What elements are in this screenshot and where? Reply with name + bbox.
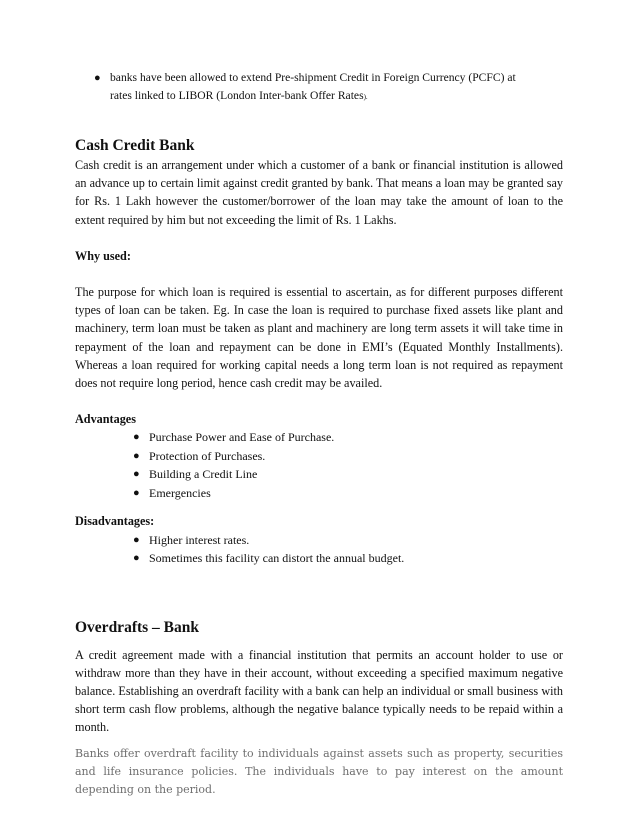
intro-bullet-tail: ). [363,93,368,101]
bullet-icon: ● [133,552,140,565]
intro-bullet [75,69,563,106]
list-item [75,484,563,503]
list-item [75,447,563,466]
advantage-text: Protection of Purchases. [149,448,266,463]
advantage-text: Building a Credit Line [149,467,258,482]
advantages-list [75,428,563,502]
document-page [75,64,563,799]
intro-bullet-line2-wrap [110,87,563,106]
why-used-paragraph: The purpose for which loan is required is essential to ascertain, as for different purposes different types of loan can be taken. Eg. In case the loan is required to purchase fixed assets like plant and machinery, term loan must be taken as plant and machinery are long term assets it will take time in repayment of the loan and repayment can be done in EMI’s (Equated Monthly Installments). Whereas a loan required for working capital needs a long term loan is not required as repayment does not require long period, hence cash credit may be availed. [75,285,563,391]
bullet-icon: ● [133,431,140,444]
disadvantages-heading: Disadvantages: [75,514,155,529]
disadvantage-text: Higher interest rates. [149,532,250,547]
disadvantage-text: Sometimes this facility can distort the annual budget. [149,551,405,566]
bullet-icon: ● [133,468,140,481]
bullet-icon: ● [133,533,140,546]
intro-bullet-line1: banks have been allowed to extend Pre-shipment Credit in Foreign Currency (PCFC) at [110,71,516,84]
cash-credit-paragraph: Cash credit is an arrangement under which a customer of a bank or financial institution is allowed an advance up to certain limit against credit granted by bank. That means a loan may be granted say for Rs. 1 Lakh however the customer/borrower of the loan may take the amount of loan to the extent required by him but not exceeding the limit of Rs. 1 Lakhs. [75,158,563,227]
bullet-icon: ● [94,72,101,84]
disadvantages-list [75,531,563,568]
list-item [75,531,563,550]
bullet-icon: ● [133,449,140,462]
list-item [75,549,563,568]
overdrafts-heading: Overdrafts – Bank [75,618,199,636]
advantage-text: Purchase Power and Ease of Purchase. [149,430,335,445]
list-item [75,428,563,447]
advantage-text: Emergencies [149,485,211,500]
intro-bullet-line2: rates linked to LIBOR (London Inter-bank Offer Rates [110,89,364,102]
advantages-heading: Advantages [75,412,136,427]
why-used-heading: Why used: [75,248,131,263]
bullet-icon: ● [133,486,140,499]
cash-credit-heading: Cash Credit Bank [75,137,195,154]
overdrafts-paragraph-1: A credit agreement made with a financial institution that permits an account holder to use or withdraw more than they have in their account, without exceeding a specified maximum negative balance. Establishing an overdraft facility with a bank can help an individual or small business with short term cash flow problems, although the negative balance typically needs to be repaid within a month. [75,647,563,735]
list-item [75,465,563,484]
overdrafts-paragraph-2: Banks offer overdraft facility to individuals against assets such as property, securities and life insurance policies. The individuals have to pay interest on the amount depending on the period. [75,746,563,797]
